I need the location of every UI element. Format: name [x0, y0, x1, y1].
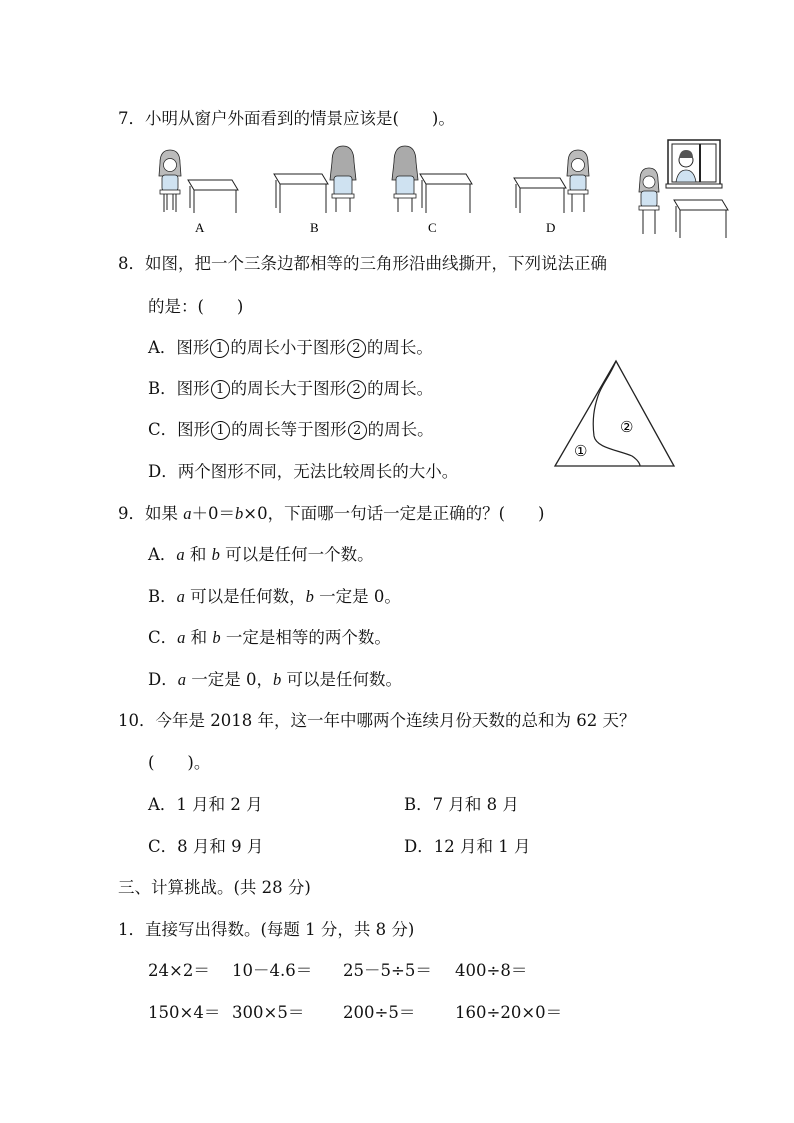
q7-stem: 7．小明从窗户外面看到的情景应该是( )。 — [118, 109, 455, 128]
circled-number-2: 2 — [347, 380, 366, 399]
q10-option-b: B．7 月和 8 月 — [404, 795, 519, 814]
triangle-piece-2-label: ② — [620, 418, 634, 436]
q8-option-b-prefix: B．图形 — [148, 379, 210, 398]
q9-option-d-part: 一定是 0， — [185, 670, 273, 689]
triangle-figure — [552, 358, 678, 470]
calc-item: 300×5＝ — [232, 1003, 305, 1022]
option-c-label: C — [428, 220, 437, 235]
table-icon — [274, 174, 328, 213]
q9-option-b-part: 一定是 0。 — [313, 587, 401, 606]
q8-option-b — [148, 378, 433, 400]
q9-option-a-var: b — [211, 545, 220, 564]
q9-option-a-var: a — [176, 545, 185, 564]
q9-stem — [118, 503, 544, 525]
q9-option-a-part: A． — [148, 545, 177, 564]
q8-option-c-suffix: 的周长。 — [367, 420, 434, 439]
option-a-label: A — [195, 220, 205, 235]
calc-item: 150×4＝ — [148, 1003, 221, 1022]
q8-option-a-prefix: A．图形 — [148, 338, 210, 357]
option-b-scene — [274, 146, 356, 235]
q10-option-a: A．1 月和 2 月 — [148, 795, 263, 814]
q8-option-c-mid: 的周长等于图形 — [231, 420, 347, 439]
q9-stem-mid2: ×0，下面哪一句话一定是正确的？( ) — [243, 504, 545, 523]
girl-back-icon — [392, 146, 418, 212]
q9-option-c-part: 和 — [185, 628, 213, 647]
q8-option-a-suffix: 的周长。 — [366, 338, 433, 357]
q9-option-b-part: 可以是任何数， — [184, 587, 306, 606]
q9-option-d-var: a — [177, 670, 186, 689]
circled-number-1: 1 — [211, 421, 230, 440]
q9-var-b: b — [235, 504, 244, 523]
calc-item: 25－5÷5＝ — [343, 961, 432, 980]
q9-var-a: a — [183, 504, 192, 523]
reference-scene — [639, 140, 728, 238]
q10-option-d: D．12 月和 1 月 — [404, 837, 531, 856]
calc-item: 400÷8＝ — [455, 961, 528, 980]
q9-option-d — [148, 669, 402, 691]
option-c-scene — [392, 146, 472, 235]
q9-option-a-part: 可以是任何一个数。 — [219, 545, 374, 564]
calc-item: 160÷20×0＝ — [455, 1003, 563, 1022]
calc-item: 200÷5＝ — [343, 1003, 416, 1022]
circled-number-2: 2 — [347, 339, 366, 358]
q9-option-c — [148, 627, 391, 649]
girl-front-icon — [567, 150, 589, 212]
q8-option-c-prefix: C．图形 — [148, 420, 211, 439]
q7-options-figure — [150, 138, 730, 242]
q9-option-b-part: B． — [148, 587, 177, 606]
q9-option-b-var: a — [176, 587, 185, 606]
girl-front-icon — [639, 168, 659, 234]
table-icon — [420, 174, 472, 213]
circled-number-1: 1 — [210, 339, 229, 358]
q9-option-a — [148, 544, 374, 566]
q8-option-a — [148, 337, 433, 359]
q9-stem-prefix: 9．如果 — [118, 504, 184, 523]
table-icon — [674, 200, 728, 238]
q9-option-c-part: C． — [148, 628, 178, 647]
calc-item: 24×2＝ — [148, 961, 210, 980]
girl-front-icon — [159, 150, 181, 212]
q9-option-d-part: D． — [148, 670, 178, 689]
q8-option-d: D．两个图形不同，无法比较周长的大小。 — [148, 462, 459, 481]
option-b-label: B — [310, 220, 319, 235]
q9-option-c-part: 一定是相等的两个数。 — [220, 628, 391, 647]
section-3-title: 三、计算挑战。(共 28 分) — [118, 878, 311, 897]
q8-option-c — [148, 419, 434, 441]
q9-option-a-part: 和 — [184, 545, 212, 564]
section-3-q1-title: 1．直接写出得数。(每题 1 分，共 8 分) — [118, 920, 415, 939]
table-icon — [514, 178, 566, 213]
triangle-piece-1-label: ① — [574, 442, 588, 460]
q9-option-b — [148, 586, 401, 608]
q10-stem-line1: 10．今年是 2018 年，这一年中哪两个连续月份天数的总和为 62 天？ — [118, 711, 636, 730]
circled-number-2: 2 — [348, 421, 367, 440]
q8-option-b-suffix: 的周长。 — [367, 379, 434, 398]
option-d-scene — [514, 150, 589, 235]
q9-stem-mid1: ＋0＝ — [191, 504, 235, 523]
q10-stem-line2: ( )。 — [148, 753, 211, 772]
table-icon — [188, 180, 238, 213]
q8-stem-line2: 的是：( ) — [148, 297, 244, 316]
q9-option-d-var: b — [272, 670, 282, 689]
circled-number-1: 1 — [211, 380, 230, 399]
girl-back-icon — [330, 146, 356, 212]
option-d-label: D — [546, 220, 556, 235]
q8-stem-line1: 8．如图，把一个三条边都相等的三角形沿曲线撕开，下列说法正确 — [118, 254, 607, 273]
q9-option-c-var: a — [177, 628, 186, 647]
q9-option-d-part: 可以是任何数。 — [281, 670, 402, 689]
q8-option-a-mid: 的周长小于图形 — [230, 338, 346, 357]
q10-option-c: C．8 月和 9 月 — [148, 837, 264, 856]
option-a-scene — [159, 150, 238, 235]
q9-option-b-var: b — [305, 587, 314, 606]
q9-option-c-var: b — [212, 628, 221, 647]
calc-item: 10－4.6＝ — [232, 961, 313, 980]
q8-option-b-mid: 的周长大于图形 — [230, 379, 347, 398]
